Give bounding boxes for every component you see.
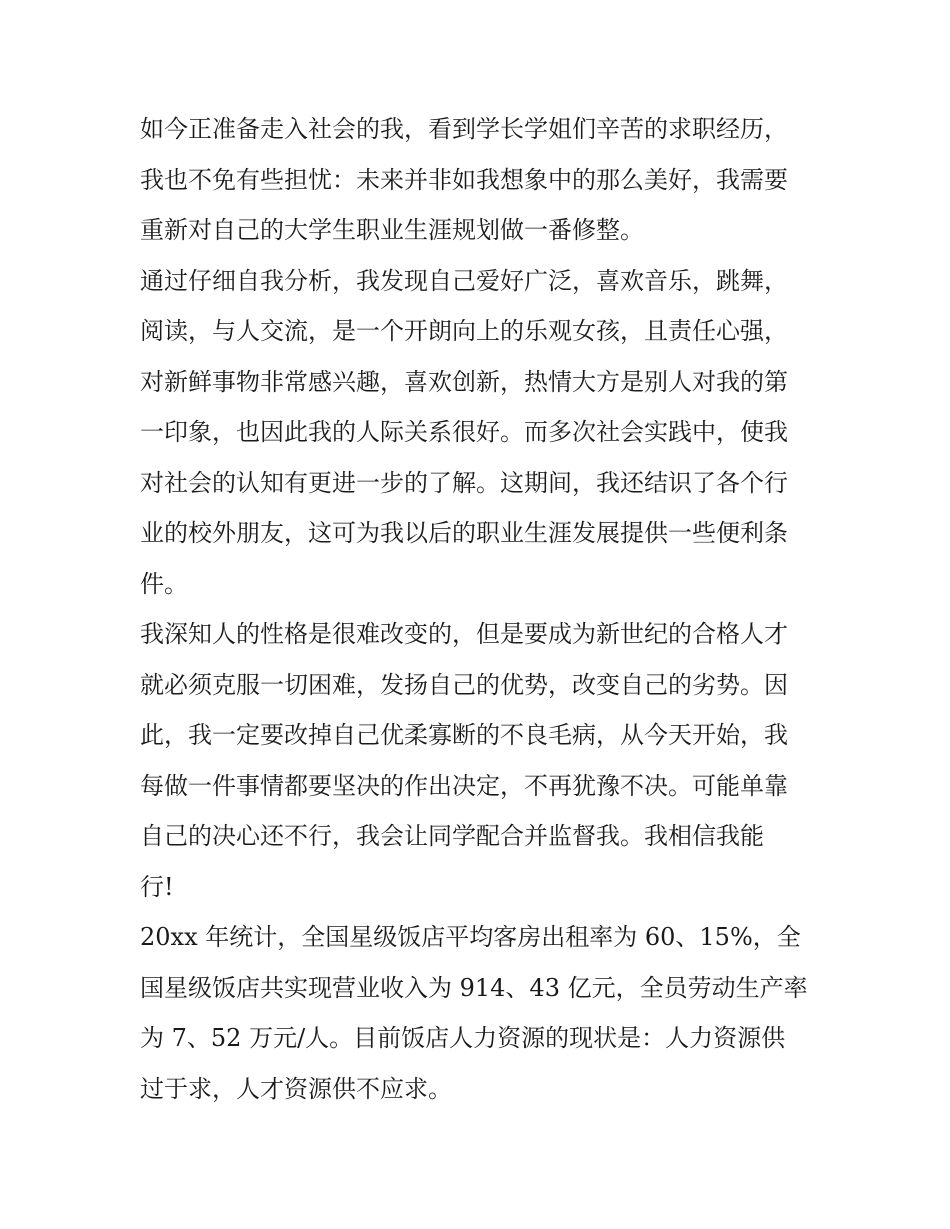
document-body bbox=[140, 104, 816, 1114]
text-line: 我也不免有些担忧：未来并非如我想象中的那么美好，我需要 bbox=[140, 165, 788, 194]
text-line: 为 7、52 万元/人。目前饭店人力资源的现状是：人力资源供 bbox=[140, 1024, 786, 1052]
text-line: 我深知人的性格是很难改变的，但是要成为新世纪的合格人才 bbox=[140, 620, 788, 648]
text-line: 就必须克服一切困难，发扬自己的优势，改变自己的劣势。因 bbox=[140, 670, 788, 699]
text-line: 20xx 年统计，全国星级饭店平均客房出租率为 60、15%，全 bbox=[140, 923, 801, 951]
text-line: 每做一件事情都要坚决的作出决定，不再犹豫不决。可能单靠 bbox=[140, 771, 788, 800]
text-line: 对社会的认知有更进一步的了解。这期间，我还结识了各个行 bbox=[140, 468, 788, 497]
text-line: 重新对自己的大学生职业生涯规划做一番修整。 bbox=[140, 216, 644, 244]
paragraph-personality-change bbox=[140, 609, 816, 912]
text-line: 国星级饭店共实现营业收入为 914、43 亿元，全员劳动生产率 bbox=[140, 973, 808, 1002]
text-line: 对新鲜事物非常感兴趣，喜欢创新，热情大方是别人对我的第 bbox=[140, 367, 788, 396]
text-line: 如今正准备走入社会的我，看到学长学姐们辛苦的求职经历， bbox=[140, 115, 788, 143]
text-line: 业的校外朋友，这可为我以后的职业生涯发展提供一些便利条 bbox=[140, 519, 788, 547]
text-line: 一印象，也因此我的人际关系很好。而多次社会实践中，使我 bbox=[140, 418, 788, 446]
text-line: 行! bbox=[140, 872, 174, 901]
text-line: 件。 bbox=[140, 569, 188, 598]
paragraph-career-worry bbox=[140, 104, 816, 256]
text-line: 阅读，与人交流，是一个开朗向上的乐观女孩，且责任心强， bbox=[140, 317, 788, 345]
text-line: 通过仔细自我分析，我发现自己爱好广泛，喜欢音乐，跳舞， bbox=[140, 266, 788, 295]
paragraph-hotel-statistics bbox=[140, 912, 816, 1114]
text-line: 过于求，人才资源供不应求。 bbox=[140, 1074, 452, 1103]
paragraph-self-analysis bbox=[140, 256, 816, 610]
text-line: 自己的决心还不行，我会让同学配合并监督我。我相信我能 bbox=[140, 822, 764, 850]
text-line: 此，我一定要改掉自己优柔寡断的不良毛病，从今天开始，我 bbox=[140, 721, 788, 749]
